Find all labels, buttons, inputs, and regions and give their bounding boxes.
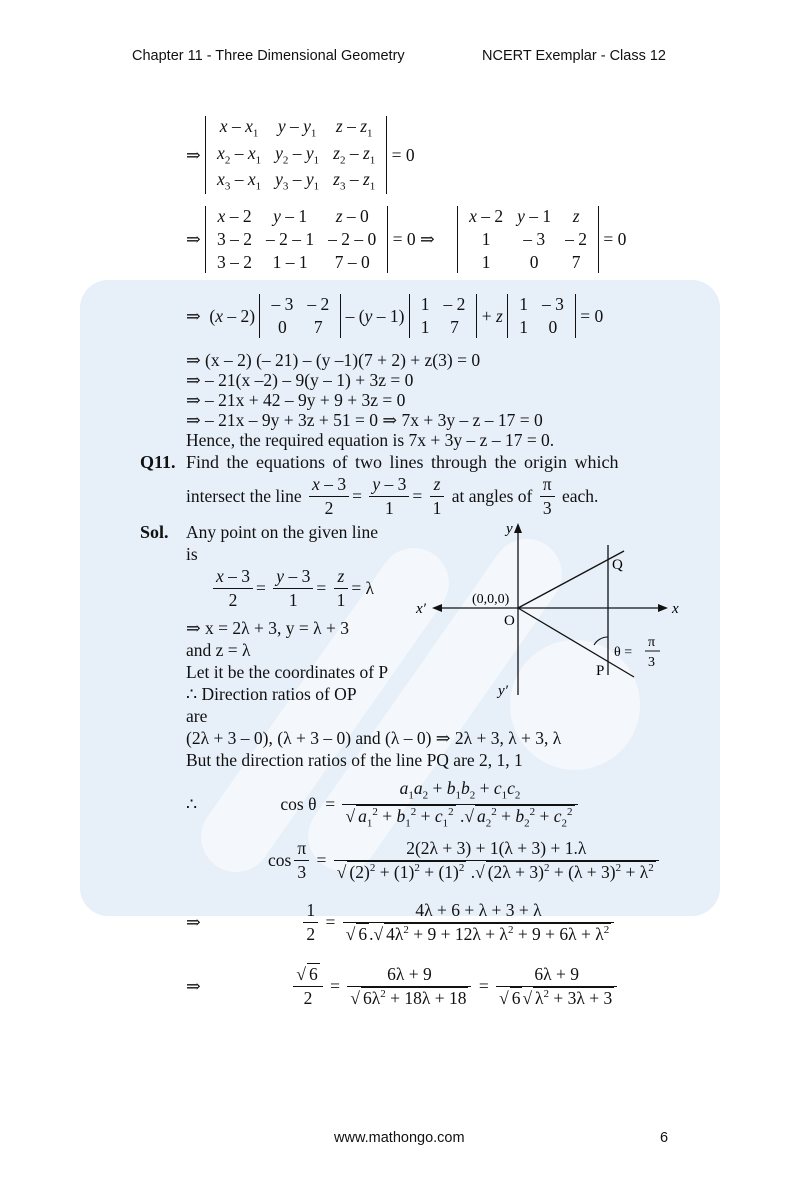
cos-formula: ∴ cos θ = $\frac{a_1a_2 + b_1b_2 + c_1c_2}{√ a_1^2 + b_1^2 + c_1^2 .√ a_2^2 + b_2^2 + c_2^2}$: [186, 778, 581, 830]
line-OP: [518, 608, 634, 677]
solution-text: are: [186, 706, 208, 726]
step-line: ⇒ (x – 2) (– 21) – (y –1)(7 + 2) + z(3) = 0: [186, 350, 481, 370]
coordinate-figure: [410, 515, 690, 700]
label-P: P: [596, 663, 605, 679]
label-theta-pi: π: [648, 635, 656, 650]
label-y: y: [506, 521, 513, 537]
label-x-prime: x′: [416, 601, 426, 617]
question-text: Find the equations of two lines through the origin which: [186, 452, 619, 472]
label-origin-coords: (0,0,0): [472, 592, 510, 607]
solution-text: and z = λ: [186, 640, 251, 660]
label-theta-3: 3: [648, 655, 655, 670]
solution-text: But the direction ratios of the line PQ are 2, 1, 1: [186, 750, 523, 770]
label-theta: θ =: [614, 645, 633, 660]
conclusion-line: Hence, the required equation is 7x + 3y – z – 17 = 0.: [186, 430, 555, 450]
solution-text: is: [186, 544, 198, 564]
determinant-general: ⇒ x – $x_1$ y – $y_1$ z – $z_1$ $x_2 - x_1$ $y_2 - y_1$ $z_2 - z_1$ $x_3 - x_1$ $y_3 - y_1$ $z_3 - z_1$ = 0: [186, 116, 415, 193]
label-x: x: [672, 601, 679, 617]
question-label: Q11.: [140, 452, 176, 472]
y-axis-arrow: [514, 523, 522, 533]
x-prime-arrow: [432, 604, 442, 612]
footer-website[interactable]: www.mathongo.com: [334, 1130, 465, 1146]
cos-substituted: cos $\frac{\pi}{3}$ = $\frac{2(2\lambda + 3) + 1(\lambda + 3) + 1.\lambda}{√ (2)^2 + (1)^2 + (1)^2 .√ (2\lambda + 3)^2 + (\lambda + 3)^2 + \lambda^2}$: [268, 838, 662, 883]
step-line: ⇒ – 21x – 9y + 3z + 51 = 0 ⇒ 7x + 3y – z – 17 = 0: [186, 410, 543, 430]
determinant-substituted: ⇒ x – 2 y – 1 z – 0 3 – 2 – 2 – 1 – 2 – 0 3 – 2 1 – 1 7 – 0 = 0 ⇒ x – 2 y – 1 z 1 – 3 – 2 1 0 7 = 0: [186, 206, 627, 272]
page-number: 6: [660, 1130, 669, 1146]
label-y-prime: y′: [498, 683, 508, 699]
step-line: ⇒ – 21x + 42 – 9y + 9 + 3z = 0: [186, 390, 406, 410]
solution-text: (2λ + 3 – 0), (λ + 3 – 0) and (λ – 0) ⇒ 2λ + 3, λ + 3, λ: [186, 728, 562, 748]
header-chapter: Chapter 11 - Three Dimensional Geometry: [132, 48, 405, 64]
question-text-line2: intersect the line $\frac{x - 3}{2}$ = $\frac{y - 3}{1}$ = $\frac{z}{1}$ at angles of $\frac{\pi}{3}$ each.: [186, 474, 599, 518]
solution-label: Sol.: [140, 522, 169, 542]
sqrt6-equation: ⇒ $\frac{√ 6}{2}$ = $\frac{6\lambda + 9}{√ 6\lambda^2 + 18\lambda + 18}$ = $\frac{6\lambda + 9}{√ 6 √ \lambda^2 + 3\lambda + 3}$: [186, 964, 620, 1009]
solution-text: ∴ Direction ratios of OP: [186, 684, 357, 704]
symmetric-form: $\frac{x - 3}{2}$ = $\frac{y - 3}{1}$ = $\frac{z}{1}$ = λ: [210, 566, 374, 611]
solution-text: ⇒ x = 2λ + 3, y = λ + 3: [186, 618, 349, 638]
solution-text: Any point on the given line: [186, 522, 378, 542]
header-book: NCERT Exemplar - Class 12: [482, 48, 666, 64]
half-equation: ⇒ $\frac{1}{2}$ = $\frac{4\lambda + 6 + \lambda + 3 + \lambda}{√ 6 .√ 4\lambda^2 + 9 + 12\lambda + \lambda^2 + 9 + 6\lambda + \lambda^2}$: [186, 900, 617, 945]
solution-text: Let it be the coordinates of P: [186, 662, 389, 682]
label-O: O: [504, 613, 515, 629]
determinant-expansion: ⇒ (x – 2) – 3 – 2 0 7 – (y – 1) 1 – 2 1 7 + z 1 – 3 1 0 = 0: [186, 294, 604, 337]
theta-arc: [594, 637, 608, 645]
step-line: ⇒ – 21(x –2) – 9(y – 1) + 3z = 0: [186, 370, 414, 390]
x-axis-arrow: [658, 604, 668, 612]
label-Q: Q: [612, 557, 623, 573]
